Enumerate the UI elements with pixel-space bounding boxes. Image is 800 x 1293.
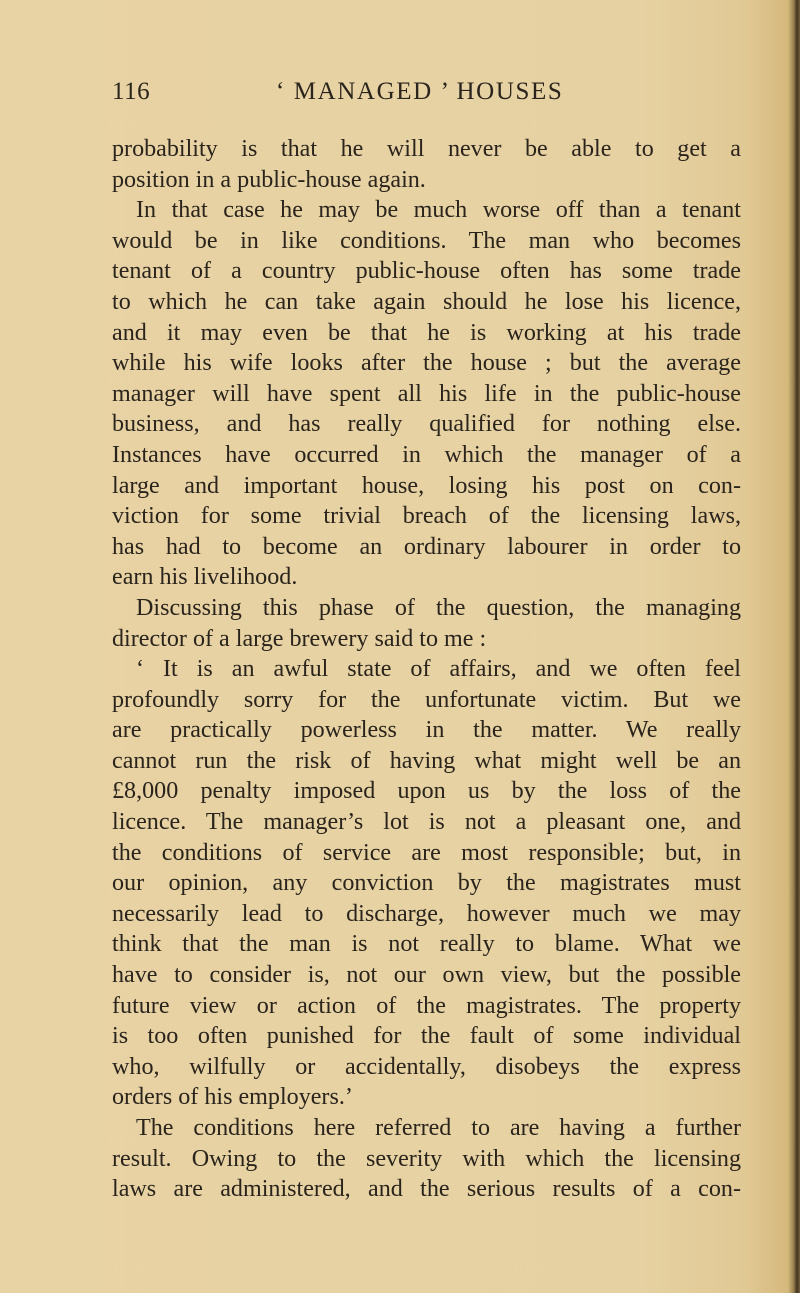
page-header [112,78,742,108]
text-line: probability is that he will never be able to get a [112,136,741,162]
text-line: director of a large brewery said to me : [112,625,487,652]
text-line: would be in like conditions. The man who becomes [112,227,741,254]
text-line: licence. The manager’s lot is not a pleasant one, and [112,809,741,836]
text-line: manager will have spent all his life in the public-house [112,380,741,407]
text-line: the conditions of service are most responsible; but, in [112,839,741,866]
text-line: orders of his employers.’ [112,1084,353,1111]
text-line: cannot run the risk of having what might well be an [112,747,741,774]
text-line: who, wilfully or accidentally, disobeys the express [112,1053,741,1080]
text-line: viction for some trivial breach of the licensing laws, [112,503,741,530]
text-line: The conditions here referred to are having a further [136,1115,741,1141]
page-number: 116 [112,78,151,105]
text-line: In that case he may be much worse off than a tenant [136,197,741,224]
text-line: to which he can take again should he lose his licence, [112,288,741,315]
text-line: have to consider is, not our own view, but the possible [112,962,741,989]
text-line: £8,000 penalty imposed upon us by the loss of the [112,778,741,805]
page-edge [788,0,800,1293]
running-head: ‘ MANAGED ’ HOUSES [276,78,564,105]
text-line: earn his livelihood. [112,564,298,591]
text-line: position in a public-house again. [112,166,426,193]
text-line: while his wife looks after the house ; but the average [112,350,741,377]
text-line: business, and has really qualified for nothing else. [112,411,741,438]
text-line: and it may even be that he is working at his trade [112,319,741,346]
text-line: necessarily lead to discharge, however much we may [112,900,741,927]
text-line: tenant of a country public-house often has some trade [112,258,741,285]
text-line: result. Owing to the severity with which the licensing [112,1145,741,1172]
text-line: Discussing this phase of the question, the managing [136,594,741,621]
body-text [112,134,741,1205]
text-line: think that the man is not really to blame. What we [112,931,741,958]
text-line: Instances have occurred in which the manager of a [112,441,741,468]
text-line: are practically powerless in the matter. We really [112,717,741,744]
text-line: future view or action of the magistrates. The property [112,992,741,1019]
text-line: profoundly sorry for the unfortunate victim. But we [112,686,741,713]
text-line: large and important house, losing his post on con- [112,472,741,499]
text-line: ‘ It is an awful state of affairs, and we often feel [136,656,741,683]
text-line: is too often punished for the fault of some individual [112,1023,741,1050]
text-line: our opinion, any conviction by the magistrates must [112,870,741,897]
text-line: has had to become an ordinary labourer in order to [112,533,741,560]
text-line: laws are administered, and the serious results of a con- [112,1176,741,1203]
